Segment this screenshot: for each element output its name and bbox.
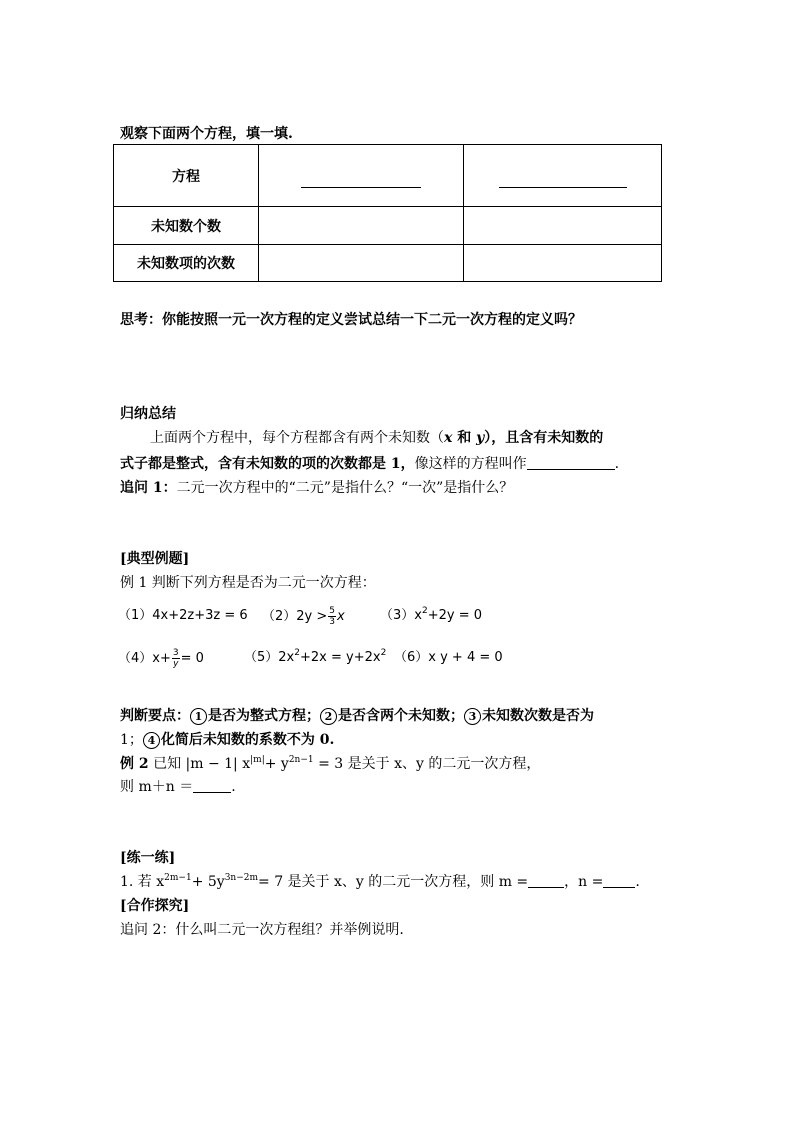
key-point-text: 是否为整式方程；	[208, 708, 320, 724]
summary-text: ），且含有未知数的	[484, 430, 604, 446]
key-point-text: 是否含两个未知数；	[338, 708, 464, 724]
superscript: 2n−1	[288, 755, 314, 765]
answer-blank	[527, 455, 615, 470]
follow-up-label: 追问 1：	[120, 480, 177, 496]
equation-text: （5）2x	[244, 650, 295, 665]
superscript: 2	[294, 648, 300, 658]
think-question: 思考：你能按照一元一次方程的定义尝试总结一下二元一次方程的定义吗？	[120, 312, 582, 328]
equation-text: x	[337, 609, 345, 624]
table-cell-equation-2	[464, 145, 662, 207]
equation-text: （4）x+	[118, 651, 171, 666]
blank-line	[301, 187, 421, 188]
table-row	[114, 207, 662, 245]
answer-blank	[528, 873, 564, 888]
summary-heading: 归纳总结	[120, 406, 176, 422]
equation-table	[113, 144, 662, 282]
table-row	[114, 145, 662, 207]
fraction-denominator: 3	[329, 617, 335, 627]
example-2-line-1	[120, 754, 540, 774]
summary-text: 式子都是整式，含有未知数的项的次数都是 1，	[120, 456, 415, 472]
follow-up-2: 追问 2：什么叫二元一次方程组？并举例说明.	[120, 922, 404, 938]
follow-up-1	[120, 478, 513, 498]
follow-up-text: 二元一次方程中的“二元”是指什么？“一次”是指什么？	[176, 480, 514, 496]
summary-line-1	[150, 428, 603, 448]
key-point-text: 1；	[120, 732, 143, 748]
key-points-line-2	[120, 730, 334, 750]
example-1-title: 例 1 判断下列方程是否为二元一次方程：	[120, 575, 376, 591]
fraction-numerator: 3	[172, 648, 179, 658]
practice-text: ，n =	[564, 874, 604, 890]
table-cell	[464, 207, 662, 245]
equation-3	[380, 606, 482, 626]
table-cell-equation-1	[259, 145, 464, 207]
example-2-label: 例 2	[120, 756, 149, 772]
summary-line-2	[120, 454, 619, 474]
answer-blank	[193, 778, 231, 793]
superscript: |m|	[250, 755, 265, 765]
var-x: x	[444, 430, 453, 446]
intro-text: 观察下面两个方程，填一填.	[120, 126, 293, 142]
example-2-text: 则 m＋n ＝	[120, 779, 194, 795]
practice-text: + 5y	[191, 874, 225, 890]
example-2-line-2	[120, 777, 236, 797]
fraction-denominator: y	[173, 659, 179, 669]
key-point-text: 化简后未知数的系数不为 0.	[160, 732, 335, 748]
equation-1: （1）4x+2z+3z = 6	[118, 608, 248, 623]
table-row-label: 方程	[114, 145, 259, 207]
table-row-label: 未知数项的次数	[114, 245, 259, 282]
key-points-label: 判断要点：	[120, 708, 190, 724]
fraction-numerator: 5	[329, 606, 335, 616]
equation-6: （6）x y + 4 = 0	[394, 650, 503, 665]
key-points-line-1	[120, 706, 594, 726]
equation-text: （3）x	[380, 608, 422, 623]
table-cell	[259, 245, 464, 282]
practice-heading: [练一练]	[120, 850, 176, 866]
summary-text: 像这样的方程叫作	[414, 456, 527, 472]
equation-2	[262, 606, 345, 627]
table-row	[114, 245, 662, 282]
example-2-text: + y	[264, 756, 289, 772]
var-y: y	[476, 430, 485, 446]
table-cell	[259, 207, 464, 245]
examples-heading: [典型例题]	[120, 551, 190, 567]
practice-text: 1. 若 x	[120, 874, 165, 890]
superscript: 3n−2m	[224, 873, 259, 883]
equation-text: = 0	[180, 651, 204, 666]
circled-number: 3	[464, 708, 481, 725]
example-2-text: 已知 |m − 1| x	[153, 756, 251, 772]
table-row-label: 未知数个数	[114, 207, 259, 245]
circled-number: 1	[190, 708, 207, 725]
fraction	[328, 606, 336, 627]
cooperate-heading: [合作探究]	[120, 898, 190, 914]
practice-text: .	[635, 874, 640, 890]
blank-line	[499, 187, 627, 188]
table-cell	[464, 245, 662, 282]
equation-4	[118, 648, 204, 669]
summary-text: .	[614, 456, 620, 472]
summary-text: 和	[452, 430, 477, 446]
superscript: 2m−1	[164, 873, 192, 883]
practice-question-1	[120, 872, 640, 892]
circled-number: 4	[143, 732, 160, 749]
equation-text: +2y = 0	[427, 608, 482, 623]
example-2-text: = 3 是关于 x、y 的二元一次方程，	[313, 756, 541, 772]
superscript: 2	[380, 648, 387, 658]
summary-text: 上面两个方程中，每个方程都含有两个未知数（	[150, 430, 444, 446]
example-2-text: .	[231, 779, 236, 795]
circled-number: 2	[320, 708, 337, 725]
equation-5	[244, 648, 386, 668]
superscript: 2	[421, 606, 428, 616]
practice-text: = 7 是关于 x、y 的二元一次方程，则 m =	[258, 874, 529, 890]
equation-text: +2x = y+2x	[299, 650, 381, 665]
equation-text: （2）2y >	[262, 609, 328, 624]
fraction	[172, 648, 180, 669]
key-point-text: 未知数次数是否为	[482, 708, 594, 724]
answer-blank	[603, 873, 635, 888]
